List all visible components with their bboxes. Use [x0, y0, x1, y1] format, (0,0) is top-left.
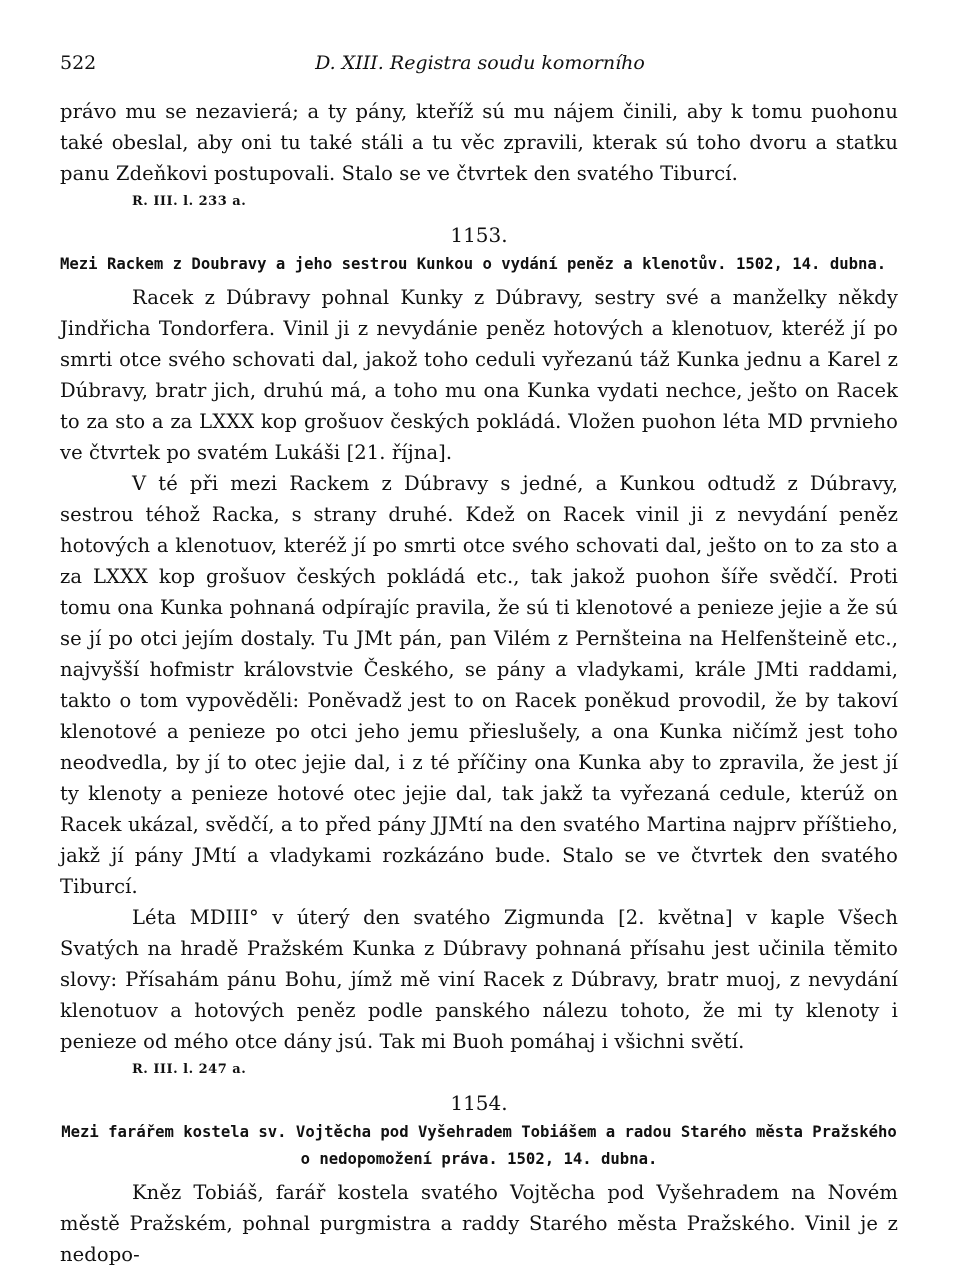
paragraph: V té při mezi Rackem z Dúbravy s jedné, a Kunkou odtudž z Dúbravy, sestrou téhož Racka, s strany druhé. Kdež on Racek vinil ji z nevydání peněz hotových a klenotuov, kteréž jí po smrti otce svého schovati dal, ješto on to za sto a za LXXX kop grošuov českých pokládá etc., tak jakož puohon šíře svědčí. Proti tomu ona Kunka pohnaná odpírajíc pravila, že sú ti klenotové a penieze jejie a že sú se jí po otci jejím dostaly. Tu JMt pán, pan Vilém z Pernšteina na Helfenšteině etc., najvyšší hofmistr královstvie Českého, se pány a vladykami, krále JMti raddami, takto o tom vypověděli: Poněvadž jest to on Racek poněkud provodil, že by takoví klenotové a penieze po otci jeho jemu přieslušely, a ona Kunka ničímž jest toho neodvedla, by jí to otec jejie dal, i z té příčiny ona Kunka aby to zpravila, že jest jí ty klenoty a penieze hotové otec jejie dal, tak jakž ta vyřezaná cedule, kterúž on Racek ukázal, svědčí, a to před pány JJMtí na den svatého Martina najprv příštieho, jakž jí pány JMtí a vladykami rozkázáno bude. Stalo se ve čtvrtek den svatého Tiburcí.	[60, 472, 898, 898]
page-body	[60, 96, 898, 1270]
entry-number: 1154.	[450, 1091, 508, 1115]
entry-heading: Mezi farářem kostela sv. Vojtěcha pod Vyšehradem Tobiášem a radou Starého města Pražského o nedopomožení práva. 1502, 14. dubna.	[61, 1123, 897, 1168]
page-number: 522	[60, 52, 97, 74]
page-header	[60, 52, 900, 82]
paragraph-continuation: právo mu se nezavierá; a ty pány, kteříž sú mu nájem činili, aby k tomu puohonu také obeslal, aby oni tu také stáli a tu věc zpravili, kterak sú toho dvoru a statku panu Zdeňkovi postupovali. Stalo se ve čtvrtek den svatého Tiburcí.	[60, 100, 898, 185]
paragraph: Léta MDIII° v úterý den svatého Zigmunda [2. května] v kaple Všech Svatých na hradě Pražském Kunka z Dúbravy pohnaná přísahu jest učinila těmito slovy: Přísahám pánu Bohu, jímž mě viní Racek z Dúbravy, bratr muoj, z nevydání klenotuov a hotových peněz podle panského nálezu tohoto, že mi ty klenoty i penieze od mého otce dány jsú. Tak mi Buoh pomáhaj i všichni světí.	[60, 906, 898, 1053]
running-title: D. XIII. Registra soudu komorního	[315, 52, 645, 74]
entry-heading: Mezi Rackem z Doubravy a jeho sestrou Kunkou o vydání peněz a klenotův. 1502, 14. dubna.	[60, 255, 887, 273]
source-reference: R. III. l. 233 a.	[132, 194, 247, 209]
paragraph: Racek z Dúbravy pohnal Kunky z Dúbravy, sestry své a manželky někdy Jindřicha Tondorfera. Vinil ji z nevydánie peněz hotových a klenotuov, kteréž jí po smrti otce svého schovati dal, jakož toho ceduli vyřezanú táž Kunka jednu a Karel z Dúbravy, bratr jich, druhú má, a toho mu ona Kunka vydati nechce, ješto on Racek to za sto a za LXXX kop grošuov českých pokládá. Vložen puohon léta MD prvnieho ve čtvrtek po svatém Lukáši [21. října].	[60, 286, 898, 464]
paragraph: Kněz Tobiáš, farář kostela svatého Vojtěcha pod Vyšehradem na Novém městě Pražském, pohnal purgmistra a raddy Starého města Pražského. Vinil je z nedopo-	[60, 1181, 898, 1266]
entry-number: 1153.	[450, 223, 508, 247]
source-reference: R. III. l. 247 a.	[132, 1062, 247, 1077]
